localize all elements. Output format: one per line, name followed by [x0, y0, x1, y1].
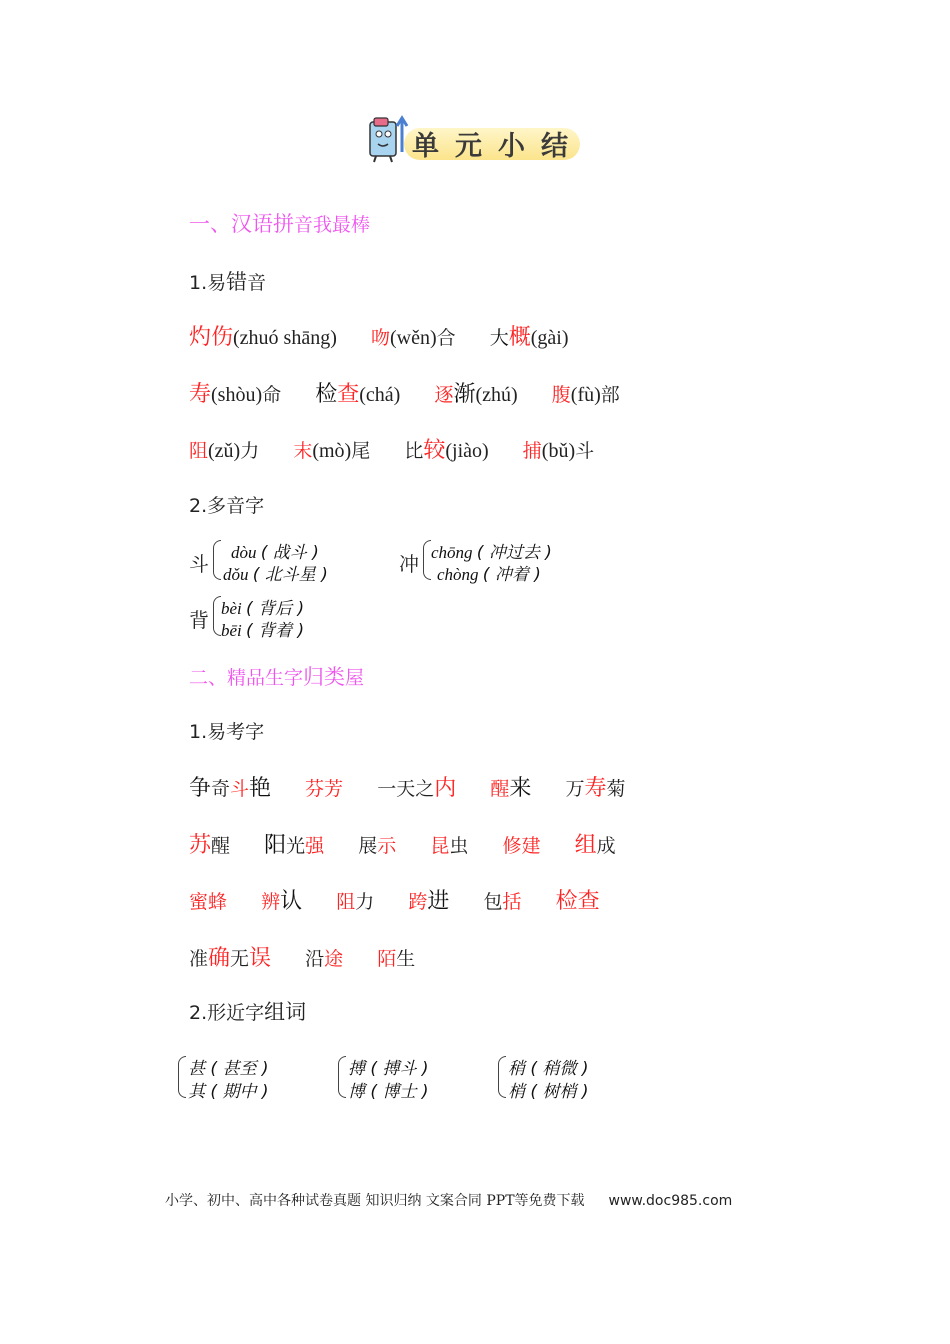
title-banner	[360, 112, 590, 168]
polyphone-dou: 斗 dòu ( 战斗 ) dǒu ( 北斗星 )	[189, 534, 389, 586]
section1-heading: 一、汉语拼音我最棒	[189, 212, 371, 236]
page-footer	[165, 1190, 732, 1210]
sub2-1-heading: 1.易考字	[189, 721, 265, 743]
pinyin-row-1: 灼伤(zhuó shāng) 吻(wěn)合 大概(gài)	[189, 325, 569, 350]
footer-url[interactable]: www.doc985.com	[608, 1193, 733, 1209]
polyphone-bei: 背 bèi ( 背后 ) bēi ( 背着 )	[189, 590, 389, 642]
pinyin-row-3: 阻(zǔ)力 末(mò)尾 比较(jiào) 捕(bǔ)斗	[189, 438, 595, 463]
sub2-2-heading: 2.形近字组词	[189, 1000, 307, 1024]
similar-group-3: 稍 ( 稍微 ) 梢 ( 树梢 )	[498, 1052, 648, 1102]
similar-group-1: 甚 ( 甚至 ) 其 ( 期中 )	[178, 1052, 328, 1102]
book-mascot-icon	[360, 112, 410, 164]
sub1-1-heading: 1.易错音	[189, 270, 267, 294]
words-row-3: 蜜蜂 辨认 阻力 跨进 包括 检查	[189, 889, 600, 914]
sub1-2-heading: 2.多音字	[189, 495, 265, 517]
page-title: 单元小结	[412, 131, 584, 162]
similar-group-2: 搏 ( 搏斗 ) 博 ( 博士 )	[338, 1052, 488, 1102]
words-row-1: 争奇斗艳 芬芳 一天之内 醒来 万寿菊	[189, 776, 626, 801]
pinyin-row-2: 寿(shòu)命 检查(chá) 逐渐(zhú) 腹(fù)部	[189, 382, 620, 407]
words-row-2: 苏醒 阳光强 展示 昆虫 修建 组成	[189, 833, 616, 858]
section2-heading: 二、精品生字归类屋	[189, 665, 365, 689]
words-row-4: 准确无误 沿途 陌生	[189, 946, 416, 971]
footer-text: 小学、初中、高中各种试卷真题 知识归纳 文案合同 PPT等免费下载	[165, 1193, 585, 1209]
polyphone-chong: 冲 chōng ( 冲过去 ) chòng ( 冲着 )	[399, 534, 619, 586]
